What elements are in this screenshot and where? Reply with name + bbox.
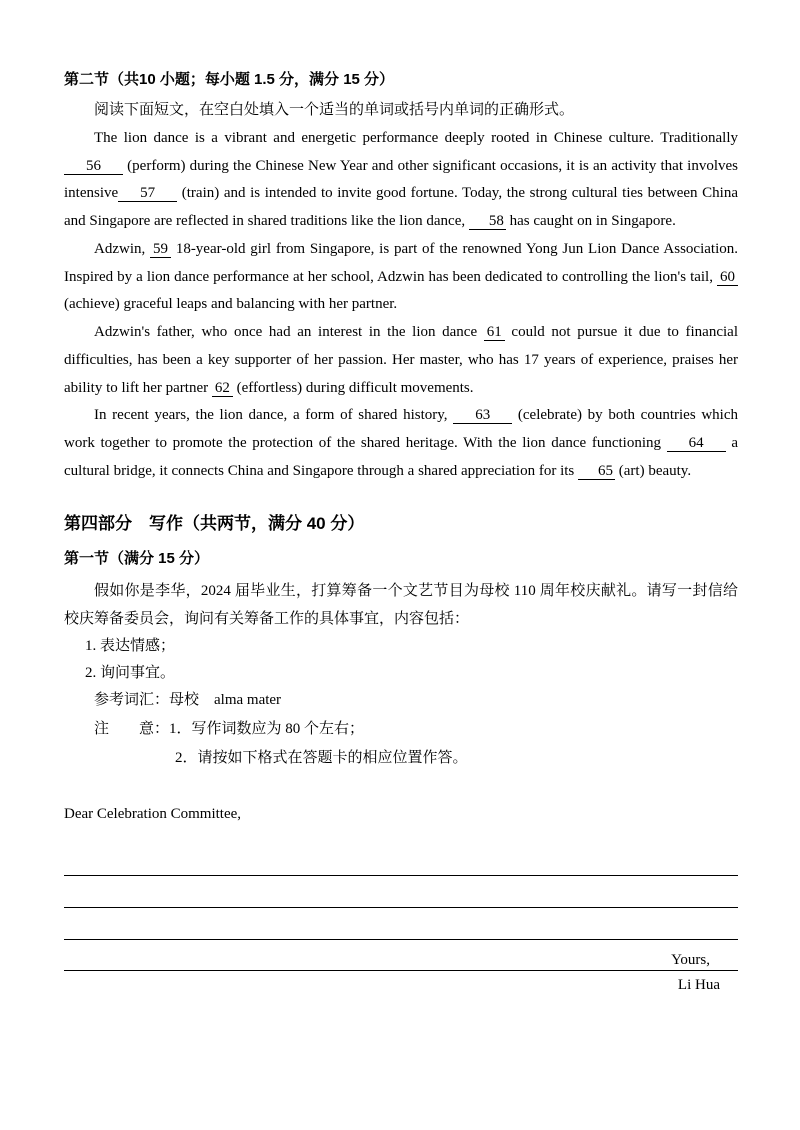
letter-salutation: Dear Celebration Committee, — [64, 805, 242, 822]
writing-line-1 — [64, 844, 738, 876]
writing-line-2 — [64, 876, 738, 908]
cloze-blank-64: 64 — [667, 435, 726, 452]
cloze-blank-62: 62 — [212, 380, 233, 397]
answer-writing-area — [64, 844, 738, 1000]
cloze-paragraph: Adzwin, 59 18-year-old girl from Singapore, is part of the renowned Yong Jun Lion Dance Association. Inspired by a lion dance performance at her school, Adzwin has been dedicated to controlling the lion's tail, 60 (achieve) graceful leaps and balancing with her partner. — [64, 240, 738, 313]
cloze-blank-63: 63 — [453, 407, 512, 424]
cloze-passage — [64, 125, 738, 486]
cloze-paragraph: Adzwin's father, who once had an interest in the lion dance 61 could not pursue it due to financial difficulties, has been a key supporter of her passion. Her master, who has 17 years of experience, praises her ability to lift her partner 62 (effortless) during difficult movements. — [64, 324, 738, 396]
cloze-blank-58: 58 — [469, 213, 506, 230]
cloze-blank-57: 57 — [118, 185, 177, 202]
prompt-point-1: 1. 表达情感； — [85, 638, 176, 655]
section2-heading: 第二节（共10 小题；每小题 1.5 分，满分 15 分） — [64, 71, 395, 88]
writing-line-4 — [64, 940, 738, 971]
cloze-paragraph: The lion dance is a vibrant and energetic performance deeply rooted in Chinese culture. Traditionally 56 (perform) during the Chinese New Year and other significant occasions, it is an activity that involves intensive 57 (train) and is intended to invite good fortune. Today, the strong cultural ties between China and Singapore are reflected in shared traditions like the lion dance, 58 has caught on in Singapore. — [64, 129, 738, 229]
cloze-blank-61: 61 — [484, 324, 505, 341]
note-line-2: 2．请按如下格式在答题卡的相应位置作答。 — [175, 750, 468, 767]
cloze-blank-56: 56 — [64, 158, 123, 175]
cloze-blank-60: 60 — [717, 269, 738, 286]
cloze-blank-65: 65 — [578, 463, 615, 480]
reference-vocabulary: 参考词汇：母校 alma mater — [94, 691, 282, 708]
letter-closing: Yours, — [671, 952, 710, 969]
section2-instructions: 阅读下面短文，在空白处填入一个适当的单词或括号内单词的正确形式。 — [94, 102, 575, 118]
cloze-blank-59: 59 — [150, 241, 171, 258]
writing-prompt: 假如你是李华，2024 届毕业生，打算筹备一个文艺节目为母校 110 周年校庆献礼。请写一封信给校庆筹备委员会，询问有关筹备工作的具体事宜，内容包括： — [64, 582, 738, 627]
writing-line-3 — [64, 908, 738, 940]
note-line-1: 注 意：1．写作词数应为 80 个左右； — [94, 721, 365, 738]
part4-heading: 第四部分 写作（共两节，满分 40 分） — [64, 513, 365, 533]
cloze-paragraph: In recent years, the lion dance, a form of shared history, 63 (celebrate) by both countries which work together to promote the protection of the shared heritage. With the lion dance functioning 64 a cultural bridge, it connects China and Singapore through a shared appreciation for its 65 (art) beauty. — [64, 407, 738, 479]
letter-signature: Li Hua — [677, 977, 720, 994]
part4-section1-heading: 第一节（满分 15 分） — [64, 550, 210, 568]
prompt-point-2: 2. 询问事宜。 — [85, 664, 176, 681]
